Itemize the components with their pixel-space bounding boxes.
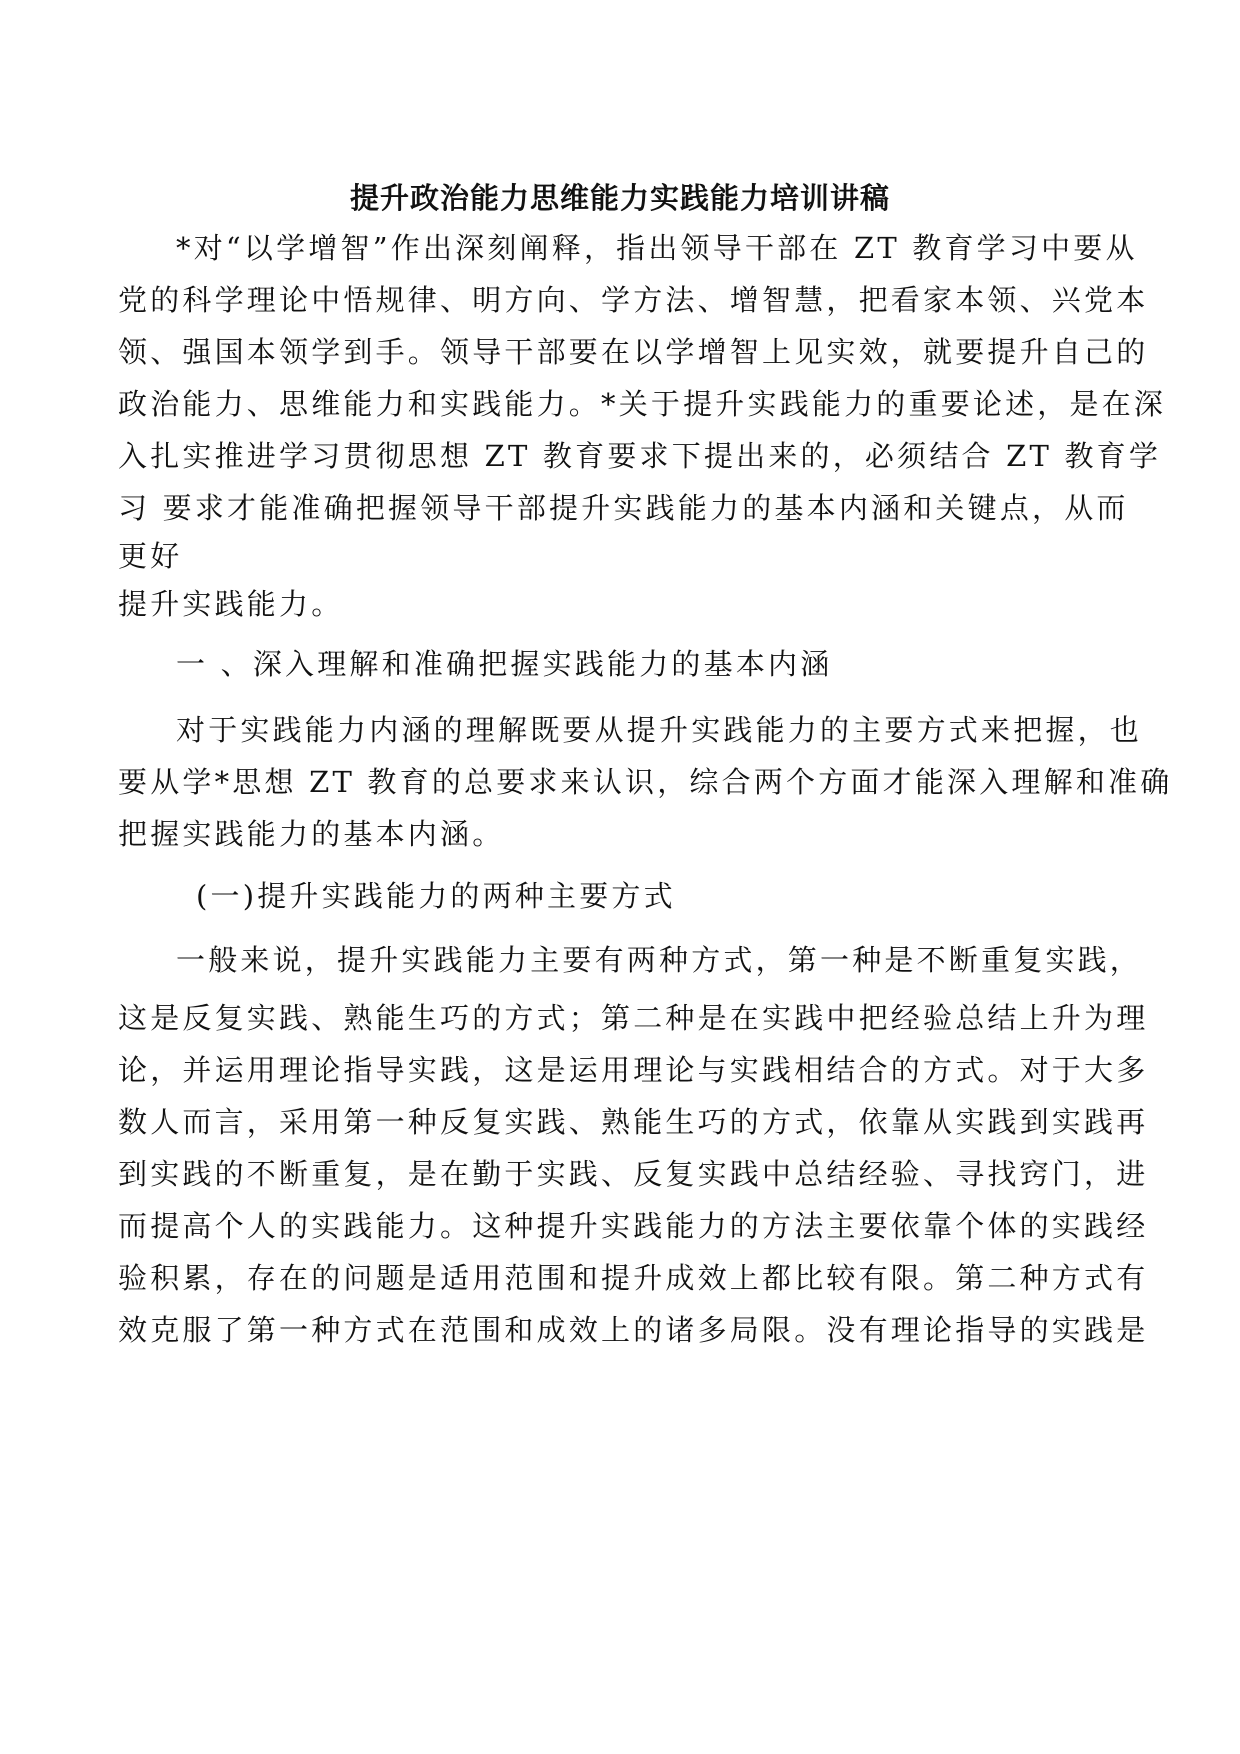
paragraph-line: 而提高个人的实践能力。这种提升实践能力的方法主要依靠个体的实践经: [118, 1209, 1149, 1243]
paragraph-line: 到实践的不断重复，是在勤于实践、反复实践中总结经验、寻找窍门，进: [118, 1157, 1149, 1191]
paragraph-line: 提升实践能力。: [118, 587, 344, 621]
paragraph-line: 要从学*思想 ZT 教育的总要求来认识，综合两个方面才能深入理解和准确: [118, 765, 1173, 799]
paragraph-line: 把握实践能力的基本内涵。: [118, 817, 505, 851]
paragraph-line: 这是反复实践、熟能生巧的方式；第二种是在实践中把经验总结上升为理: [118, 1001, 1149, 1035]
paragraph-line: 效克服了第一种方式在范围和成效上的诸多局限。没有理论指导的实践是: [118, 1313, 1149, 1347]
paragraph-line: 党的科学理论中悟规律、明方向、学方法、增智慧，把看家本领、兴党本: [118, 283, 1149, 317]
paragraph-line: 论，并运用理论指导实践，这是运用理论与实践相结合的方式。对于大多: [118, 1053, 1149, 1087]
paragraph-line: 验积累，存在的问题是适用范围和提升成效上都比较有限。第二种方式有: [118, 1261, 1149, 1295]
paragraph-line: *对“以学增智”作出深刻阐释，指出领导干部在 ZT 教育学习中要从: [176, 231, 1138, 265]
paragraph-line: 更好: [118, 539, 183, 573]
paragraph-line: 入扎实推进学习贯彻思想 ZT 教育要求下提出来的，必须结合 ZT 教育学: [118, 439, 1162, 473]
paragraph-line: 习 要求才能准确把握领导干部提升实践能力的基本内涵和关键点，从而: [118, 491, 1129, 525]
paragraph-line: 领、强国本领学到手。领导干部要在以学增智上见实效，就要提升自己的: [118, 335, 1149, 369]
document-title: 提升政治能力思维能力实践能力培训讲稿: [349, 181, 890, 215]
paragraph-line: 一般来说，提升实践能力主要有两种方式，第一种是不断重复实践，: [176, 943, 1143, 977]
paragraph-line: 对于实践能力内涵的理解既要从提升实践能力的主要方式来把握，也: [176, 713, 1143, 747]
paragraph-line: 政治能力、思维能力和实践能力。*关于提升实践能力的重要论述，是在深: [118, 387, 1167, 421]
subsection-heading: (一)提升实践能力的两种主要方式: [196, 879, 676, 913]
section-heading: 一 、深入理解和准确把握实践能力的基本内涵: [176, 647, 833, 681]
paragraph-line: 数人而言，采用第一种反复实践、熟能生巧的方式，依靠从实践到实践再: [118, 1105, 1149, 1139]
